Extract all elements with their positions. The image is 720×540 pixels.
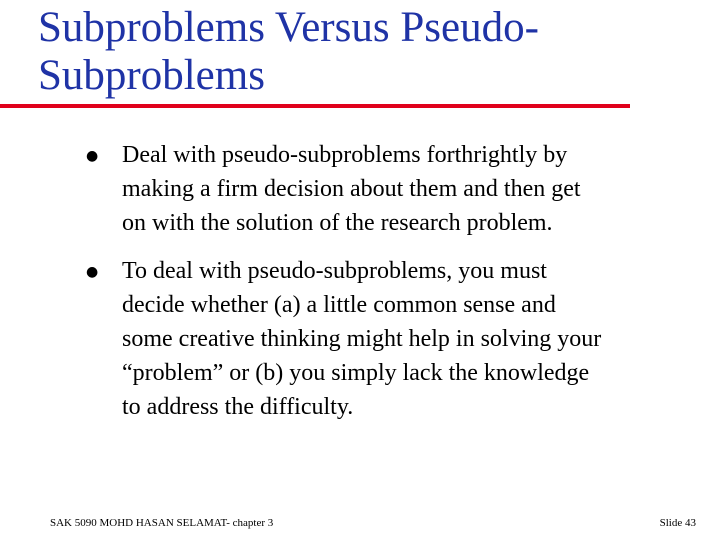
bullet-dot-icon: ● — [86, 264, 99, 280]
bullet-text-line: on with the solution of the research problem. — [122, 210, 553, 236]
slide-title-line-2: Subproblems — [38, 52, 265, 99]
bullet-item — [86, 254, 696, 424]
bullet-text-line: some creative thinking might help in solving your — [122, 326, 602, 352]
slide-title-line-1: Subproblems Versus Pseudo- — [38, 4, 539, 51]
bullet-text-line: To deal with pseudo-subproblems, you must — [122, 258, 547, 284]
bullet-item — [86, 138, 696, 240]
bullet-dot-icon: ● — [86, 148, 99, 164]
bullet-list — [86, 138, 696, 438]
footer-course-label: SAK 5090 MOHD HASAN SELAMAT- chapter 3 — [50, 517, 274, 529]
bullet-text-line: to address the difficulty. — [122, 394, 354, 420]
bullet-text-line: “problem” or (b) you simply lack the knowledge — [122, 360, 590, 386]
footer-slide-number: Slide 43 — [659, 517, 696, 529]
bullet-text-line: making a firm decision about them and then get — [122, 176, 581, 202]
bullet-text-line: decide whether (a) a little common sense and — [122, 292, 556, 318]
title-divider — [0, 104, 630, 108]
slide-title — [38, 4, 698, 100]
bullet-text-line: Deal with pseudo-subproblems forthrightly by — [122, 142, 568, 168]
